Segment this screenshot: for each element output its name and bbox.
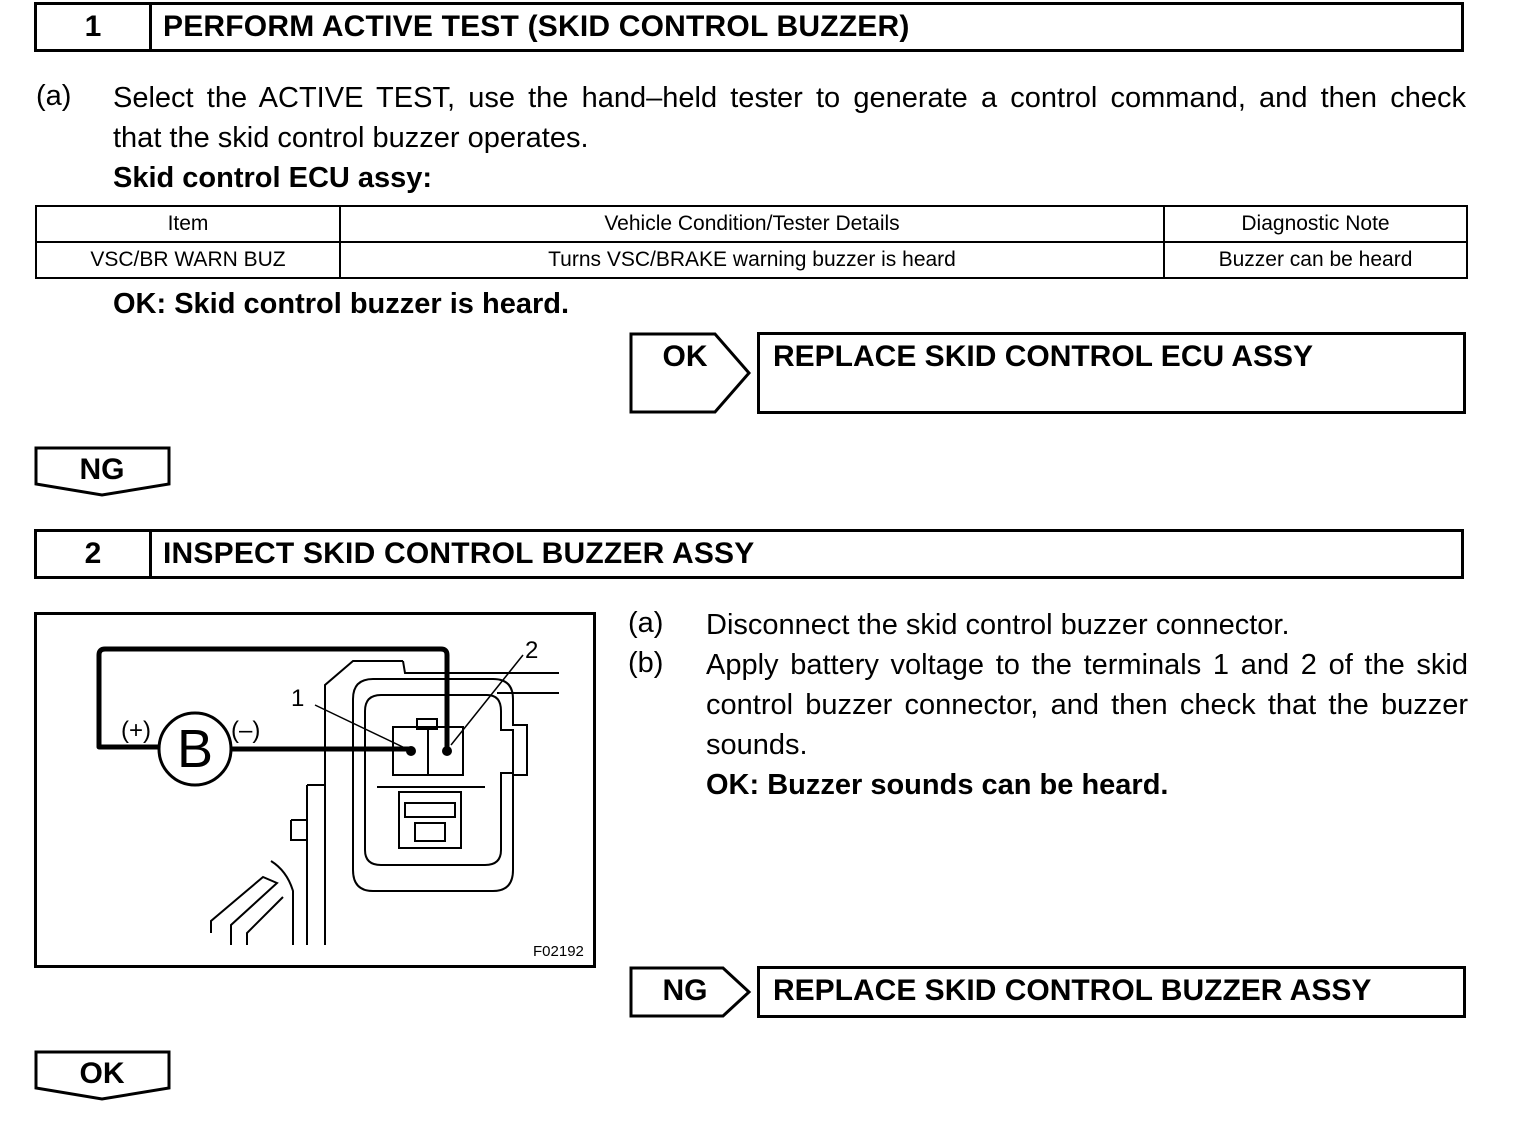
ok-criteria: OK: Buzzer sounds can be heard. (706, 769, 1169, 801)
instruction-b-line-2: control buzzer connector, and then check that the buzzer (706, 689, 1468, 721)
step-2-header (34, 529, 1464, 579)
column-header-item: Item (36, 206, 340, 242)
table-subheading: Skid control ECU assy: (113, 162, 433, 194)
table-cell-item: VSC/BR WARN BUZ (36, 242, 340, 278)
ok-label: OK (662, 340, 708, 373)
item-marker-a: (a) (36, 80, 72, 112)
ok-criteria: OK: Skid control buzzer is heard. (113, 288, 570, 320)
instruction-line-2: that the skid control buzzer operates. (113, 122, 589, 154)
terminal-1-label: 1 (291, 685, 305, 712)
column-header-condition: Vehicle Condition/Tester Details (340, 206, 1164, 242)
ok-result-text: REPLACE SKID CONTROL ECU ASSY (773, 340, 1314, 373)
ng-label: NG (662, 974, 708, 1007)
table-header-row (36, 206, 1467, 242)
table-cell-condition: Turns VSC/BRAKE warning buzzer is heard (340, 242, 1164, 278)
table-row (36, 242, 1467, 278)
step-number: 1 (37, 5, 152, 49)
table-cell-note: Buzzer can be heard (1164, 242, 1467, 278)
instruction-b-line-3: sounds. (706, 729, 808, 761)
terminal-2-label: 2 (525, 637, 539, 664)
negative-terminal-label: (–) (231, 717, 261, 744)
column-header-note: Diagnostic Note (1164, 206, 1467, 242)
positive-terminal-label: (+) (121, 717, 151, 744)
active-test-table (35, 205, 1468, 279)
step-number: 2 (37, 532, 152, 576)
buzzer-connector-diagram (34, 612, 596, 968)
figure-code: F02192 (533, 943, 584, 960)
ng-result-text: REPLACE SKID CONTROL BUZZER ASSY (773, 974, 1372, 1007)
wiring-illustration (37, 615, 593, 965)
step-title: PERFORM ACTIVE TEST (SKID CONTROL BUZZER) (163, 10, 910, 43)
instruction-a: Disconnect the skid control buzzer connector. (706, 609, 1290, 641)
item-marker-a: (a) (628, 607, 664, 639)
ng-label: NG (79, 453, 125, 486)
step-1-header (34, 2, 1464, 52)
step-title: INSPECT SKID CONTROL BUZZER ASSY (163, 537, 755, 570)
instruction-line-1: Select the ACTIVE TEST, use the hand–held tester to generate a control command, and then check (113, 82, 1466, 114)
instruction-b-line-1: Apply battery voltage to the terminals 1 and 2 of the skid (706, 649, 1468, 681)
item-marker-b: (b) (628, 647, 664, 679)
battery-symbol: B (176, 719, 214, 779)
ok-label: OK (79, 1057, 125, 1090)
